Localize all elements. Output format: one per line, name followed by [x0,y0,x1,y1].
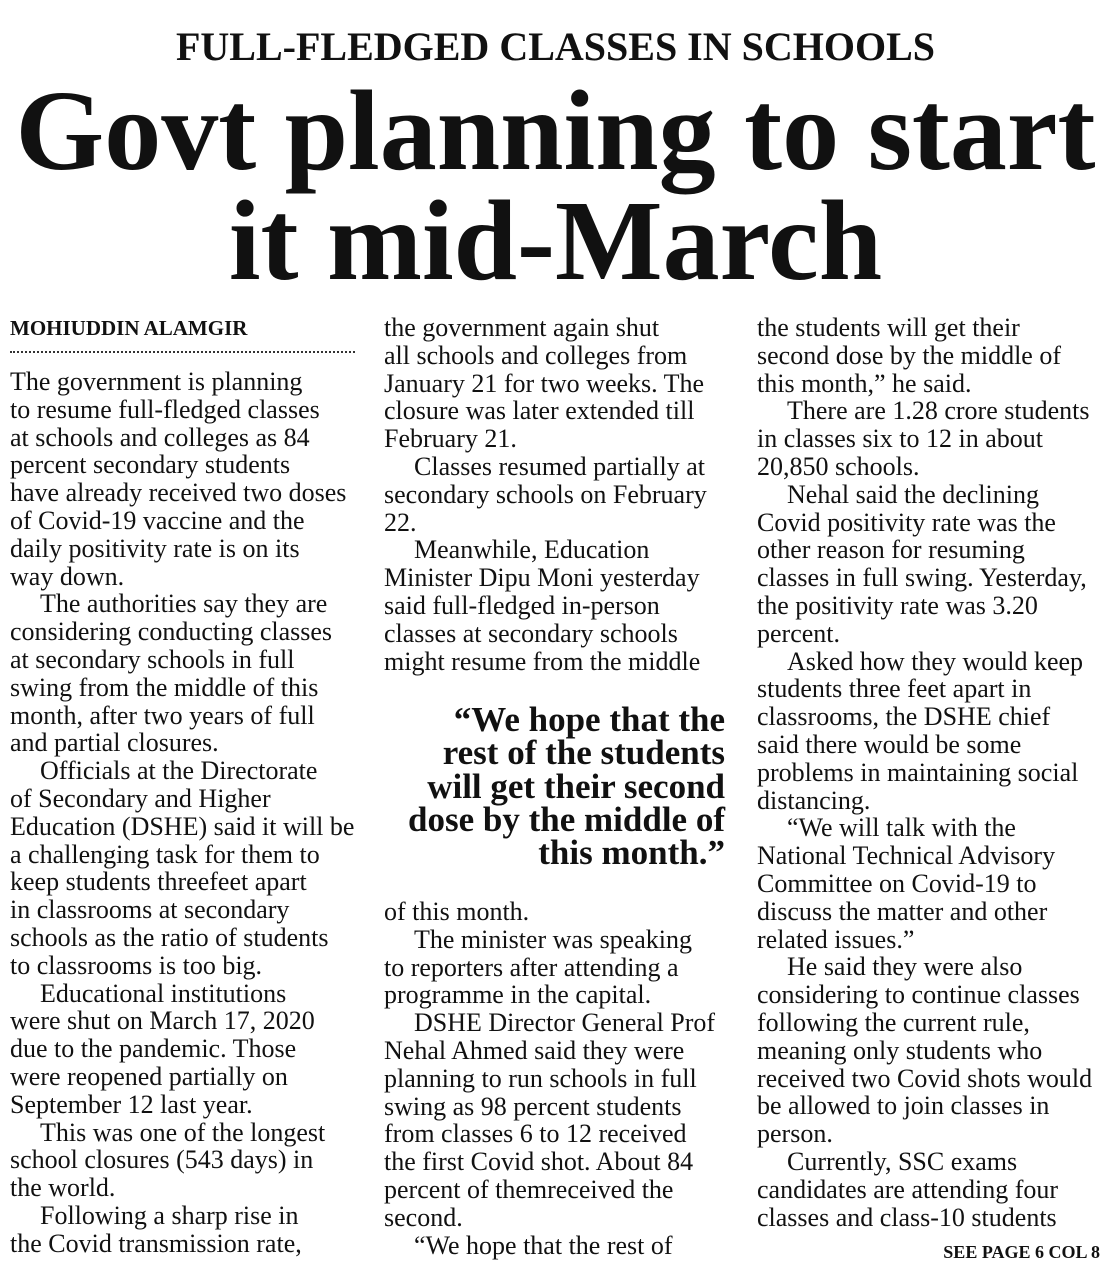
byline: MOHIUDDIN ALAMGIR [10,316,248,340]
body-text-line: closure was later extended till [384,396,695,426]
body-text-line: keep students threefeet apart [10,867,307,897]
body-text-line: classes at secondary schools [384,618,678,648]
body-text-line: month, after two years of full [10,700,315,730]
body-text-line: in classrooms at secondary [10,895,290,925]
body-text-line: were shut on March 17, 2020 [10,1006,315,1036]
body-text-line: percent. [757,618,841,648]
body-text-line: February 21. [384,424,517,454]
body-text-line: the government again shut [384,313,660,342]
body-text-line: Nehal Ahmed said they were [384,1035,685,1065]
pull-quote [384,700,725,873]
body-text-line: swing as 98 percent students [384,1091,682,1121]
article-column-2-upper [384,314,725,675]
body-text-line: second dose by the middle of [757,340,1061,370]
body-text-line: candidates are attending four [757,1174,1059,1204]
headline [0,67,1111,304]
body-text-line: swing from the middle of this [10,672,319,702]
byline-divider [10,351,355,353]
body-text-line: January 21 for two weeks. The [384,368,705,398]
body-text-line: might resume from the middle [384,646,701,676]
paragraph-start-line: DSHE Director General Prof [414,1008,716,1038]
paragraph-start-line: There are 1.28 crore students [787,396,1090,426]
body-text-line: of Secondary and Higher [10,783,271,813]
article-column-1 [10,368,355,1258]
paragraph-start-line: He said they were also [787,952,1023,982]
body-text-line: the students will get their [757,313,1020,342]
body-text-line: problems in maintaining social [757,757,1079,787]
body-text-line: said full-fledged in-person [384,590,660,620]
body-text-line: students three feet apart in [757,674,1032,704]
body-text-line: and partial closures. [10,728,219,758]
paragraph-start-line: Asked how they would keep [787,646,1084,676]
body-text-line: be allowed to join classes in [757,1091,1050,1121]
paragraph-start-line: Nehal said the declining [787,479,1039,509]
paragraph-start-line: This was one of the longest [40,1117,326,1147]
body-text-line: school closures (543 days) in [10,1145,314,1175]
body-text-line: considering conducting classes [10,617,333,647]
continuation-jump-line: SEE PAGE 6 COL 8 [943,1242,1100,1262]
pull-quote-line: will get their second [427,766,725,806]
body-text-line: other reason for resuming [757,535,1025,565]
body-text-line: the positivity rate was 3.20 [757,590,1038,620]
pull-quote-line: this month.” [538,833,725,873]
body-text-line: the Covid transmission rate, [10,1228,302,1258]
body-text-line: in classes six to 12 in about [757,424,1043,454]
paragraph-start-line: Currently, SSC exams [787,1146,1018,1176]
body-text-line: due to the pandemic. Those [10,1034,297,1064]
article-column-2-lower [384,898,725,1259]
pull-quote-line: rest of the students [442,733,725,773]
paragraph-start-line: The minister was speaking [414,924,692,954]
article-column-3 [757,314,1101,1231]
body-text-line: considering to continue classes [757,980,1080,1010]
body-text-line: said there would be some [757,729,1022,759]
body-text-line: received two Covid shots would [757,1063,1093,1093]
pull-quote-line: dose by the middle of [408,799,725,839]
body-text-line: from classes 6 to 12 received [384,1119,687,1149]
body-text-line: National Technical Advisory [757,841,1056,871]
body-text-line: Covid positivity rate was the [757,507,1056,537]
body-text-line: classes and class-10 students [757,1202,1057,1232]
body-text-line: were reopened partially on [10,1061,288,1091]
body-text-line: person. [757,1119,833,1149]
body-text-line: have already received two doses [10,478,347,508]
body-text-line: schools as the ratio of students [10,922,329,952]
body-text-line: daily positivity rate is on its [10,533,300,563]
body-text-line: second. [384,1202,463,1232]
body-text-line: Education (DSHE) said it will be [10,811,355,841]
body-text-line: of this month. [384,897,530,926]
body-text-line: the first Covid shot. About 84 [384,1147,694,1177]
kicker: FULL-FLEDGED CLASSES IN SCHOOLS [175,24,936,69]
body-text-line: a challenging task for them to [10,839,320,869]
paragraph-start-line: Officials at the Directorate [40,756,318,786]
body-text-line: meaning only students who [757,1035,1043,1065]
body-text-line: related issues.” [757,924,915,954]
body-text-line: to classrooms is too big. [10,950,263,980]
paragraph-start-line: Following a sharp rise in [40,1200,299,1230]
body-text-line: programme in the capital. [384,980,652,1010]
body-text-line: classrooms, the DSHE chief [757,702,1051,732]
body-text-line: this month,” he said. [757,368,972,398]
body-text-line: to reporters after attending a [384,952,679,982]
body-text-line: The government is planning [10,367,303,396]
body-text-line: at schools and colleges as 84 [10,422,310,452]
paragraph-start-line: Educational institutions [40,978,287,1008]
body-text-line: secondary schools on February [384,479,707,509]
body-text-line: planning to run schools in full [384,1063,697,1093]
paragraph-start-line: The authorities say they are [40,589,328,619]
body-text-line: classes in full swing. Yesterday, [757,563,1087,593]
body-text-line: Minister Dipu Moni yesterday [384,563,700,593]
body-text-line: distancing. [757,785,871,815]
body-text-line: Committee on Covid-19 to [757,868,1037,898]
body-text-line: 22. [384,507,417,537]
paragraph-start-line: “We will talk with the [787,813,1016,843]
body-text-line: of Covid-19 vaccine and the [10,505,305,535]
body-text-line: discuss the matter and other [757,896,1048,926]
body-text-line: way down. [10,561,125,591]
headline-line-2: it mid-March [228,177,883,304]
paragraph-start-line: “We hope that the rest of [414,1230,673,1260]
body-text-line: percent of themreceived the [384,1174,674,1204]
body-text-line: to resume full-fledged classes [10,394,320,424]
body-text-line: the world. [10,1173,116,1203]
body-text-line: percent secondary students [10,450,291,480]
body-text-line: at secondary schools in full [10,644,295,674]
body-text-line: all schools and colleges from [384,340,688,370]
paragraph-start-line: Classes resumed partially at [414,451,705,481]
paragraph-start-line: Meanwhile, Education [414,535,650,565]
pull-quote-line: “We hope that the [453,700,725,739]
body-text-line: September 12 last year. [10,1089,253,1119]
body-text-line: 20,850 schools. [757,451,920,481]
body-text-line: following the current rule, [757,1007,1030,1037]
headline-line-1: Govt planning to start [15,67,1096,194]
